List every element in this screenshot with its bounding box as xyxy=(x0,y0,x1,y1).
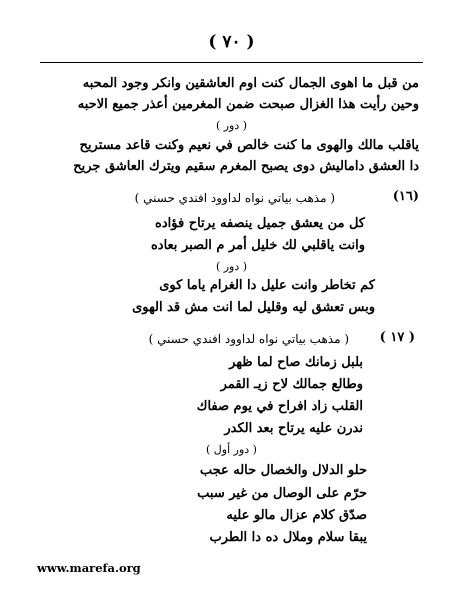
verse-line: بلبل زمانك صاح لما ظهر xyxy=(229,355,363,370)
verse-line: وحين رأيت هذا الغزال صبحت ضمن المغرمين أعذر جميع الاحبه xyxy=(77,97,419,112)
verse-line: ندرن عليه يرتاح بعد الكدر xyxy=(224,421,363,436)
footer-url: www.marefa.org xyxy=(37,561,141,575)
song-number: ( ١٧ ) xyxy=(379,330,415,345)
verse-line: يبقا سلام وملال ده دا الطرب xyxy=(209,530,367,545)
verse-line: كل من يعشق جميل ينصفه يرتاح فؤاده xyxy=(155,216,365,231)
verse-line: وانت ياقلبي لك خليل أمر م الصبر بعاده xyxy=(150,238,365,253)
song-number: (١٦) xyxy=(392,189,419,204)
verse-line: من قبل ما اهوى الجمال كنت اوم العاشقين وانكر وجود المحبه xyxy=(82,76,419,91)
song-header: ( مذهب بياتي نواه لداوود افندي حسني ) xyxy=(134,191,335,205)
verse-line: ياقلب مالك والهوى ما كنت خالص في نعيم وكنت قاعد مستريح xyxy=(79,138,419,153)
verse-line: دا العشق داماليش دوى يصبح المغرم سقيم ويترك العاشق جريح xyxy=(73,159,419,174)
verse-line: حلو الدلال والخصال حاله عجب xyxy=(199,463,367,478)
song-header: ( مذهب بياتي نواه لداوود افندي حسني ) xyxy=(148,332,349,346)
dor-label: ( دور ) xyxy=(215,260,248,273)
verse-line: حرّم على الوصال من غير سبب xyxy=(197,486,367,501)
header-rule xyxy=(40,62,423,63)
verse-line: القلب زاد افراح في يوم صفاك xyxy=(196,399,363,414)
dor-label: ( دور ) xyxy=(215,119,248,132)
page-number: ( ٧٠ ) xyxy=(208,32,255,52)
verse-line: صدّق كلام عزال مالو عليه xyxy=(226,508,367,523)
verse-line: وطالع جمالك لاح زيـ القمر xyxy=(220,377,363,392)
dor-label: ( دور أول ) xyxy=(206,443,257,456)
verse-line: وبس تعشق ليه وقليل لما انت مش قد الهوى xyxy=(132,300,375,315)
verse-line: كم تخاطر وانت عليل دا الغرام ياما كوى xyxy=(159,278,375,293)
